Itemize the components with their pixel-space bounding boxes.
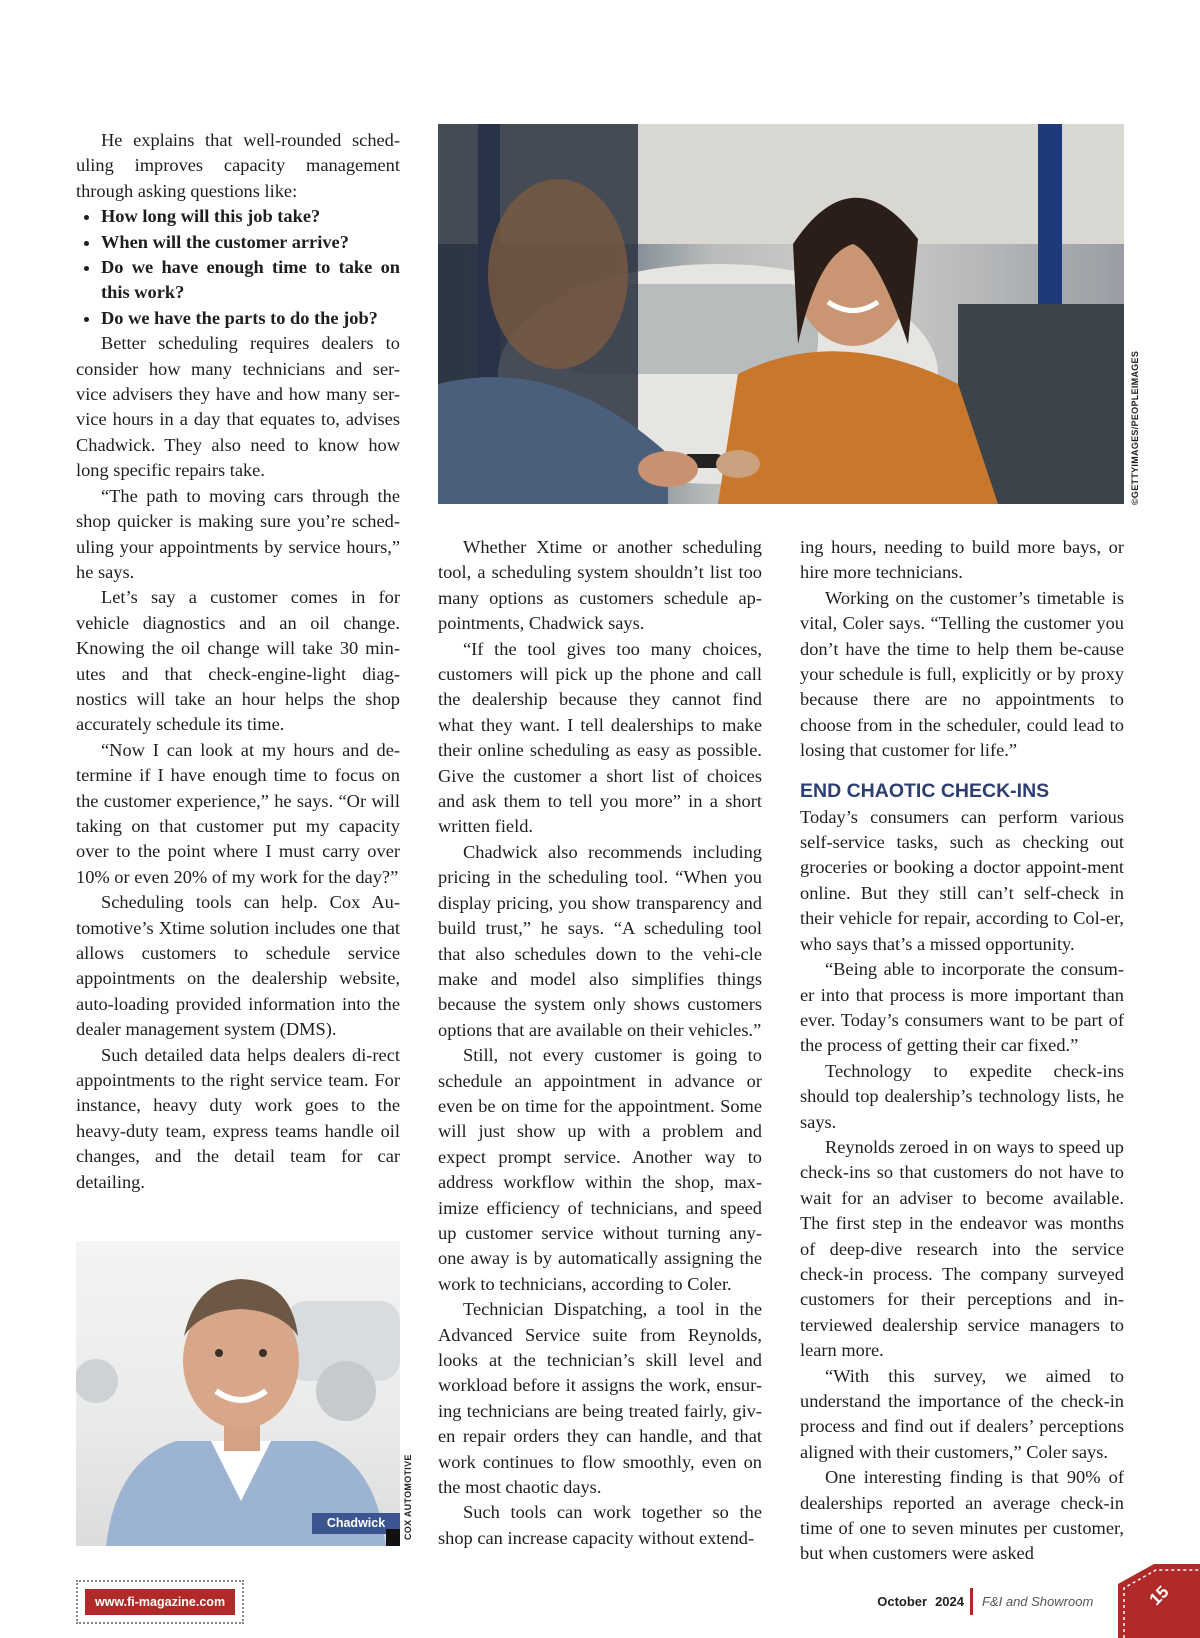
service-handover-photo	[438, 124, 1124, 504]
body-paragraph: Scheduling tools can help. Cox Au-tomotive’s Xtime solution includes one that allows customers to schedule service appointments on the dealership website, auto-loading provided information into the dealer management system (DMS).	[76, 892, 400, 1040]
body-paragraph: “Being able to incorporate the consum-er into that process is more important than ever. Today’s consumers want to be part of the process of getting their car fixed.”	[800, 959, 1124, 1056]
body-paragraph: “The path to moving cars through the shop quicker is making sure you’re sched-uling your appointments by service hours,” he says.	[76, 485, 400, 582]
lead-paragraph: Today’s consumers can perform various self-service tasks, such as checking out groceries or booking a doctor appoint-ment online. But they still can’t self-check in their vehicle for repair, according to Col-er, who says that’s a missed opportunity.	[800, 806, 1124, 954]
portrait-illustration	[76, 1241, 400, 1546]
list-item: • Do we have the parts to do the job?	[101, 306, 400, 331]
body-paragraph: Technology to expedite check-ins should top dealership’s technology lists, he says.	[800, 1060, 1124, 1132]
body-paragraph: “If the tool gives too many choices, customers will pick up the phone and call the dealership because they cannot find what they want. I tell dealerships to make their online scheduling as easy as possible. Give the customer a short list of choices and ask them to tell you more” in a short written field.	[438, 638, 762, 837]
body-paragraph: Whether Xtime or another scheduling tool, a scheduling system shouldn’t list too many options as customers schedule ap-pointments, Chadwick says.	[438, 537, 762, 634]
body-paragraph: Such detailed data helps dealers di-rect appointments to the right service team. For instance, heavy duty work goes to the heavy-duty team, express teams handle oil changes, and the detail team for car detailing.	[76, 1044, 400, 1192]
caption-marker	[386, 1529, 400, 1546]
photo-illustration	[438, 124, 1124, 504]
body-paragraph: “With this survey, we aimed to understand the importance of the check-in process and find out if dealers’ perceptions aligned with their customers,” Coler says.	[800, 1365, 1124, 1462]
list-item: • When will the customer arrive?	[101, 230, 400, 255]
list-item: • How long will this job take?	[101, 204, 400, 229]
body-paragraph: Let’s say a customer comes in for vehicle diagnostics and an oil change. Knowing the oil change will take 30 min-utes and that check-engine-light diag-nostics will take an hour helps the shop accurately schedule its time.	[76, 587, 400, 735]
list-item: • Do we have enough time to take on this work?	[101, 255, 400, 306]
body-paragraph: Working on the customer’s timetable is vital, Coler says. “Telling the customer you don’t have the time to help them be-cause your schedule is full, explicitly or by proxy because there are no appointments to choose from in the scheduler, could lead to losing that customer for life.”	[800, 587, 1124, 761]
body-paragraph: Reynolds zeroed in on ways to speed up check-ins so that customers do not have to wait for an adviser to become available. The first step in the endeavor was months of deep-dive research into the service check-in process. The company surveyed customers for their perceptions and in-terviewed dealership service managers to learn more.	[800, 1136, 1124, 1361]
article-column-2	[438, 535, 762, 1551]
photo-credit: ©GETTYIMAGES/PEOPLEIMAGES	[1130, 350, 1140, 505]
section-heading: END CHAOTIC CHECK-INS	[800, 779, 1050, 802]
issue-year: 2024	[935, 1594, 964, 1609]
website-link[interactable]: www.fi-magazine.com	[85, 1589, 235, 1615]
magazine-name: F&I and Showroom	[982, 1594, 1094, 1609]
page-number: 15	[1145, 1582, 1173, 1610]
body-paragraph: Still, not every customer is going to schedule an appointment in advance or even be on time for the appointment. Some will just show up with a problem and expect prompt service. Another way to address workflow within the shop, max-imize efficiency of technicians, and speed up customer service without turning any-one away is by automatically assigning the work to technicians, according to Coler.	[438, 1045, 762, 1294]
chadwick-portrait-photo	[76, 1241, 400, 1546]
article-column-1	[76, 128, 400, 1195]
intro-paragraph: He explains that well-rounded sched-uling improves capacity management through asking questions like:	[76, 130, 400, 201]
issue-month: October	[877, 1594, 928, 1609]
article-column-3	[800, 535, 1124, 1567]
body-paragraph: One interesting finding is that 90% of dealerships reported an average check-in time of one to seven minutes per customer, but when customers were asked	[800, 1467, 1124, 1564]
photo-caption: Chadwick	[312, 1513, 400, 1534]
question-list	[76, 204, 400, 331]
body-paragraph: Chadwick also recommends including pricing in the scheduling tool. “When you display pricing, you show transparency and build trust,” he says. “A scheduling tool that also schedules down to the vehi-cle make and model also simplifies things because the system only shows customers options that are available on their vehicles.”	[438, 841, 762, 1040]
body-paragraph: Such tools can work together so the shop can increase capacity without extend-	[438, 1502, 762, 1548]
folio-divider	[970, 1588, 973, 1615]
issue-date	[877, 1594, 964, 1609]
continued-paragraph: ing hours, needing to build more bays, or hire more technicians.	[800, 537, 1124, 583]
body-paragraph: Better scheduling requires dealers to consider how many technicians and ser-vice advisers they have and how many ser-vice hours in a day that equates to, advises Chadwick. They also need to know how long specific repairs take.	[76, 333, 400, 481]
website-badge[interactable]	[76, 1580, 244, 1624]
body-paragraph: “Now I can look at my hours and de-termine if I have enough time to focus on the customer experience,” he says. “Or will taking on that customer put my capacity over to the point where I must carry over 10% or even 20% of my work for the day?”	[76, 739, 400, 887]
body-paragraph: Technician Dispatching, a tool in the Advanced Service suite from Reynolds, looks at the technician’s skill level and workload before it assigns the work, ensur-ing technicians are being treated fairly, giv-en repair orders they can handle, and that work continues to flow smoothly, even on the most chaotic days.	[438, 1299, 762, 1498]
photo-credit: COX AUTOMOTIVE	[403, 1454, 413, 1540]
